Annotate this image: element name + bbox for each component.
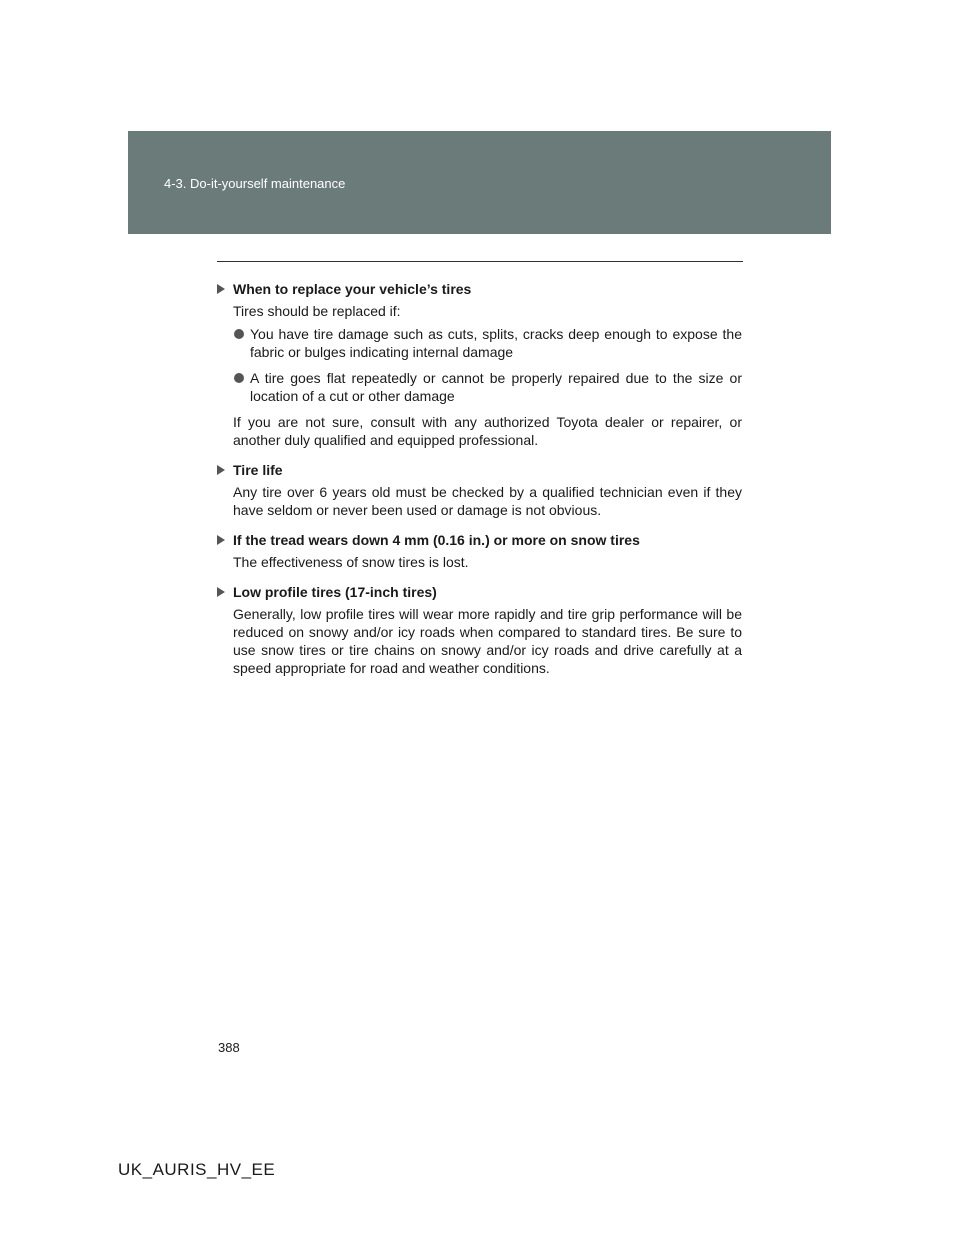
circle-bullet-icon [234,373,244,383]
header-band [128,131,831,234]
document-code: UK_AURIS_HV_EE [118,1160,276,1179]
triangle-bullet-icon [217,284,225,294]
page-number: 388 [218,1040,240,1055]
paragraph: Any tire over 6 years old must be checked by a qualified technician even if they have seldom or never been used or damage is not obvious. [233,484,742,518]
section-label: 4-3. Do-it-yourself maintenance [164,176,346,191]
triangle-bullet-icon [217,587,225,597]
section-heading: If the tread wears down 4 mm (0.16 in.) or more on snow tires [216,531,742,549]
circle-bullet-icon [234,329,244,339]
paragraph: Tires should be replaced if: [233,303,401,319]
paragraph: The effectiveness of snow tires is lost. [233,554,469,570]
section-heading: Tire life [216,461,742,479]
triangle-bullet-icon [217,535,225,545]
section-heading: Low profile tires (17-inch tires) [216,583,742,601]
section-heading: When to replace your vehicle’s tires [216,280,742,298]
paragraph: Generally, low profile tires will wear more rapidly and tire grip performance will be reduced on snowy and/or icy roads when compared to standard tires. Be sure to use snow tires or tire chains on snowy and/or icy roads and drive carefully at a speed appropriate for road and weather conditions. [233,606,742,676]
triangle-bullet-icon [217,465,225,475]
bullet-item: A tire goes flat repeatedly or cannot be properly repaired due to the size or location of a cut or other damage [216,369,742,405]
divider-rule [217,261,743,262]
paragraph: If you are not sure, consult with any authorized Toyota dealer or repairer, or another duly qualified and equipped professional. [233,414,742,448]
content [216,280,742,682]
bullet-item: You have tire damage such as cuts, splits, cracks deep enough to expose the fabric or bulges indicating internal damage [216,325,742,361]
